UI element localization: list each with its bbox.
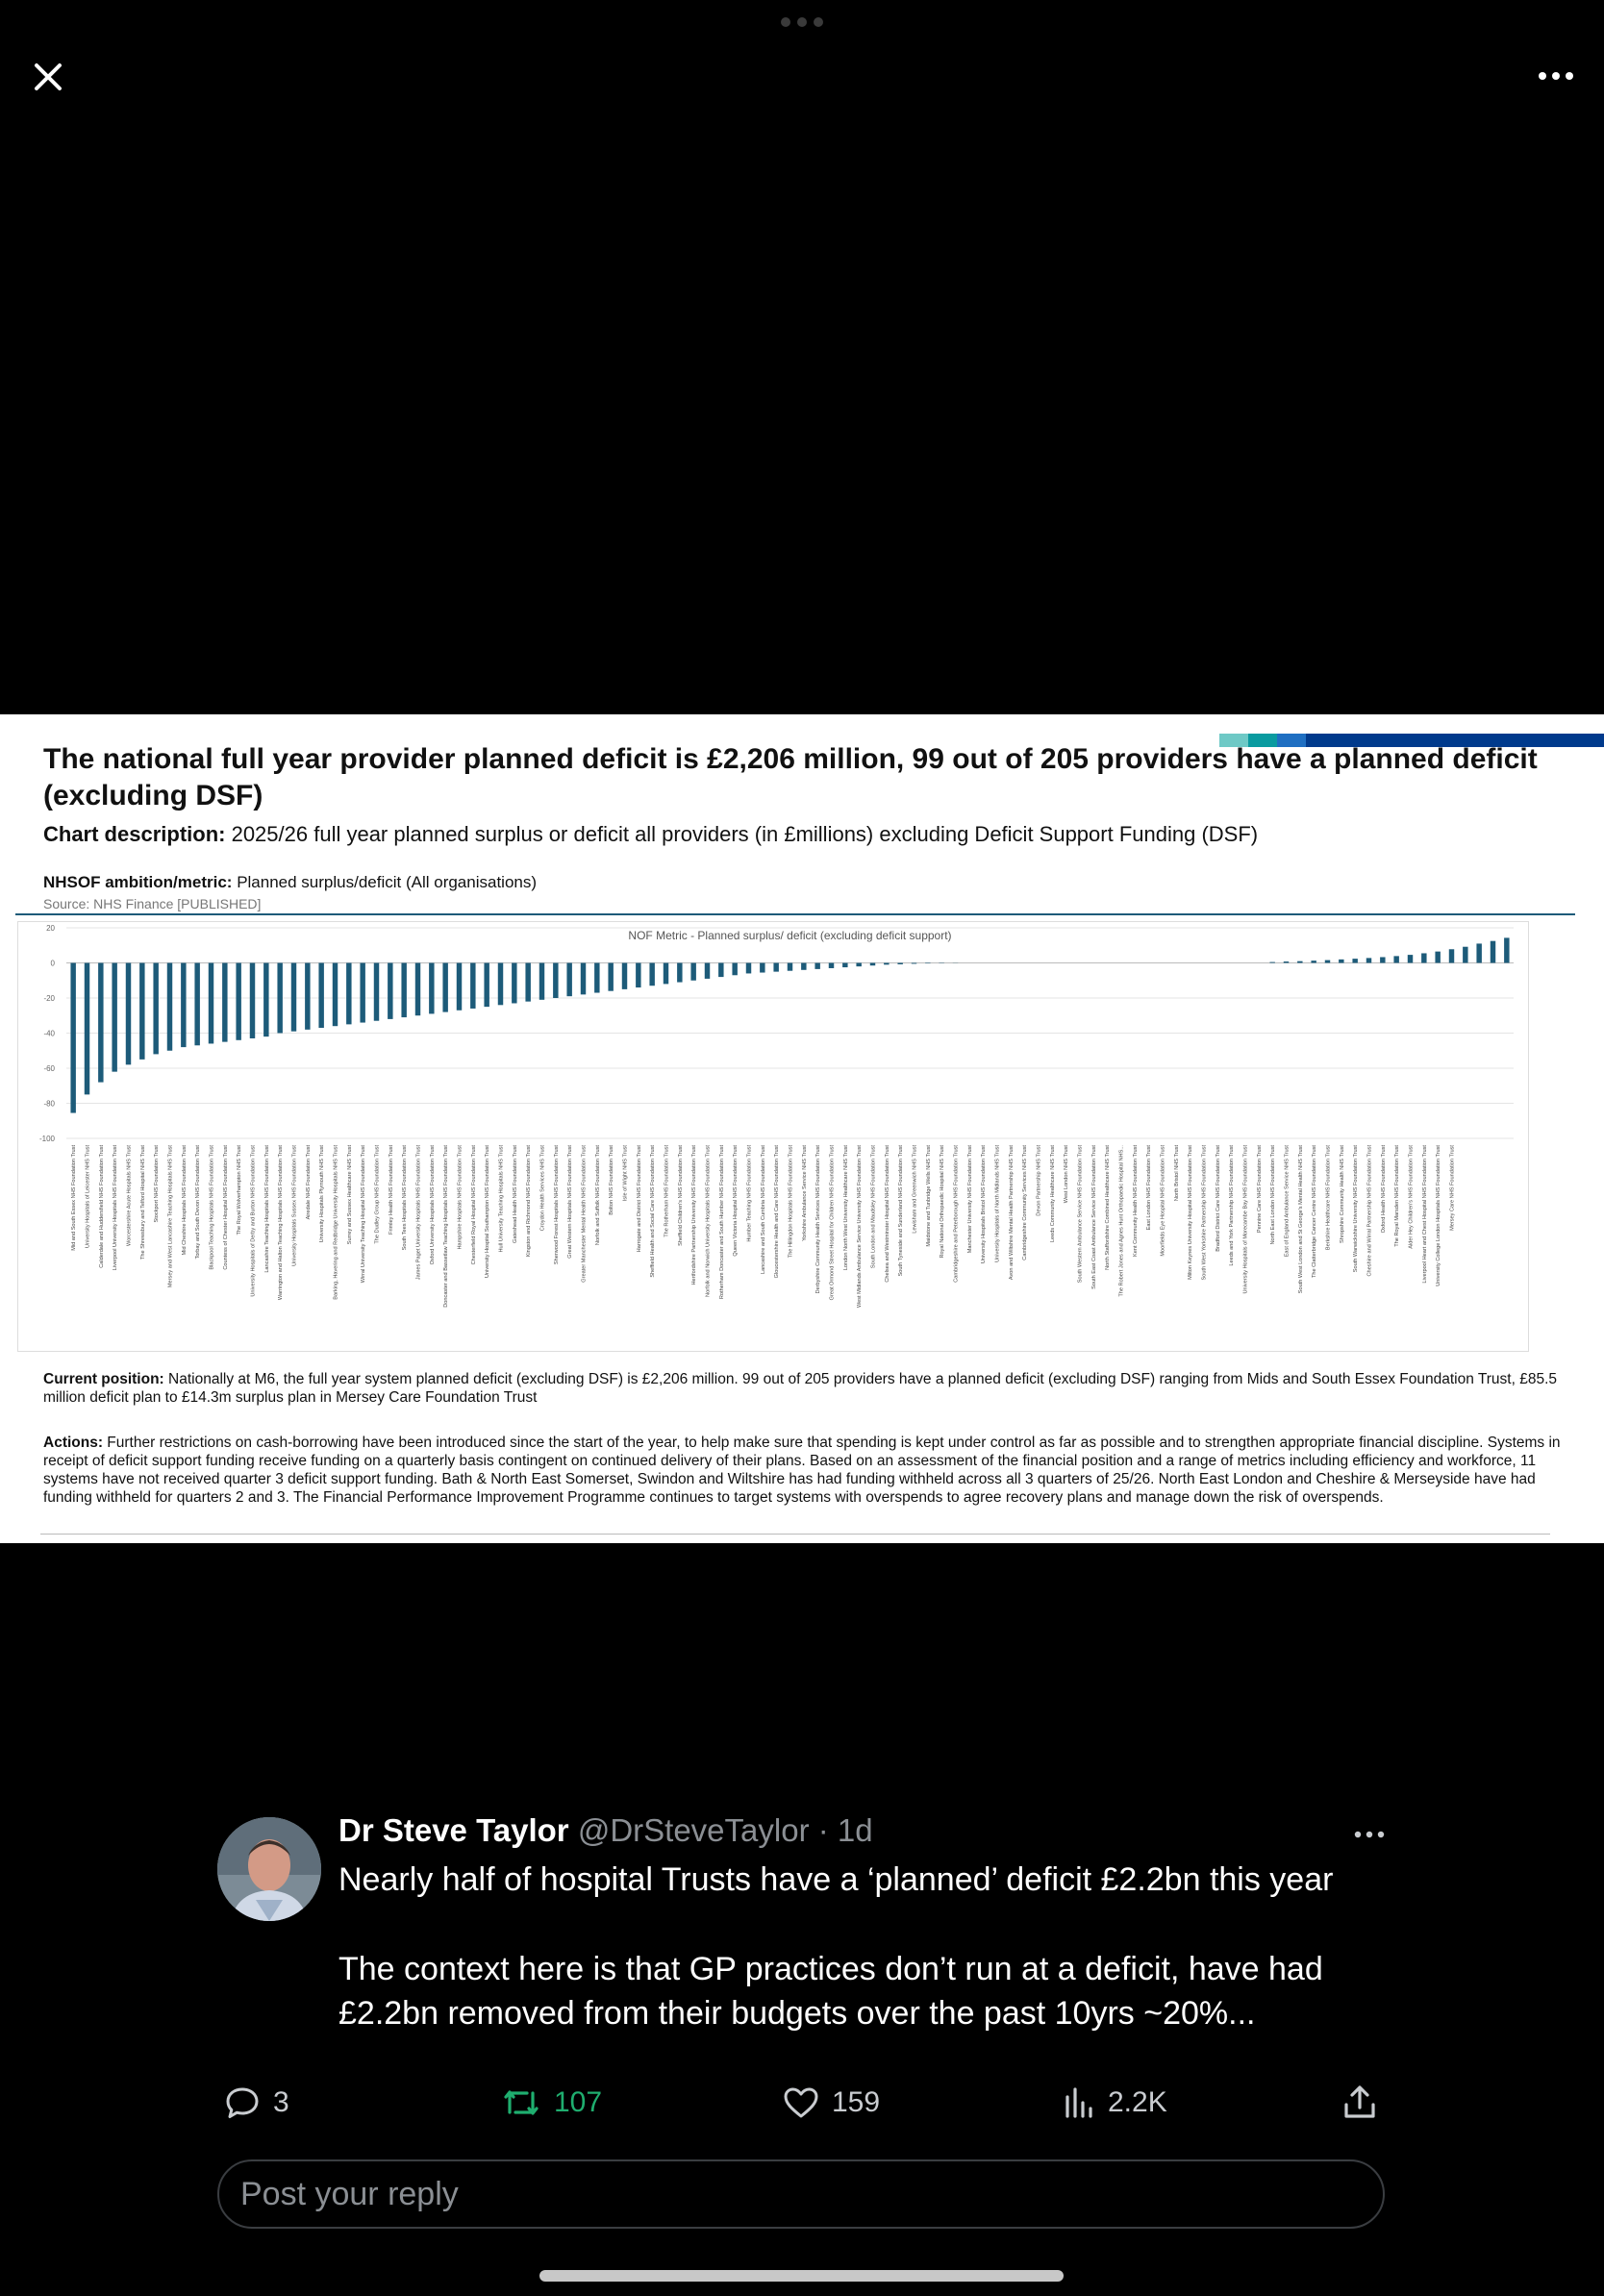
reply-input[interactable] [217,2159,1385,2229]
chart-bar [1297,961,1302,963]
x-tick-label: Leeds Community Healthcare NHS Trust [1049,1145,1056,1243]
chart-bar [705,963,710,979]
actions-paragraph: Actions: Further restrictions on cash-borrowing have been introduced since the start of the year, to help make sure that spending is kept under control as far as possible and to strengthen appropriate financial discipline. Systems in receipt of deficit support funding receive funding on a quarterly basis contingent on continued delivery of their plans. Based on an assessment of the financial position and a range of metrics including efficiency and workforce, 11 systems have not received quarter 3 deficit support funding. Bath & North East Somerset, Swindon and Wiltshire has had funding withheld across all 3 quarters of 25/26. North East London and Cheshire & Merseyside have had funding withheld for quarters 2 and 3. The Financial Performance Improvement Programme continues to target systems with overspends to agree recovery plans and manage down the risk of overspends. [43,1435,1561,1506]
chart-bar [1491,941,1495,963]
tweet-text [338,1858,1396,2035]
divider [40,1534,1550,1535]
chart-bar [291,963,296,1032]
avatar[interactable] [217,1817,321,1921]
y-tick-label: -100 [38,1135,55,1143]
chart-title: NOF Metric - Planned surplus/ deficit (excluding deficit support) [628,929,952,942]
chart-bar [209,963,213,1044]
x-tick-label: Yorkshire Ambulance Service NHS Trust [801,1145,808,1241]
chart-bar [608,963,613,991]
repost-icon [500,2084,542,2122]
x-tick-label: University Hospitals of Derby and Burton NHS Foundation Trust [250,1145,257,1297]
chart-bar [263,963,268,1037]
x-tick-label: Cambridgeshire Community Services NHS Trust [1022,1145,1029,1260]
x-tick-label: Blackpool Teaching Hospitals NHS Foundation Trust [209,1145,215,1270]
reply-count: 3 [273,2086,289,2118]
x-tick-label: Stockport NHS Foundation Trust [154,1145,161,1223]
separator: · [809,1812,838,1848]
chart-bar [553,963,558,999]
chart-bar [622,963,627,989]
x-tick-label: Calderdale and Huddersfield NHS Foundation Trust [98,1145,105,1268]
close-icon [27,56,69,98]
x-tick-label: University Hospitals of Morecambe Bay NHS Foundation Trust [1242,1145,1249,1294]
chart-bar [1421,953,1426,962]
chart-bar [98,963,103,1083]
y-tick-label: 20 [46,924,55,933]
chart-bar [912,963,916,964]
chart-bar [636,963,640,988]
ambition-metric: NHSOF ambition/metric: Planned surplus/deficit (All organisations) [43,873,538,891]
x-tick-label: The Shrewsbury and Telford Hospital NHS Trust [139,1145,146,1260]
post-time: 1d [837,1812,873,1848]
x-tick-label: Great Ormond Street Hospital for Children NHS Foundation Trust [829,1145,836,1301]
x-tick-label: Kingston and Richmond NHS Foundation Trust [526,1145,533,1258]
x-tick-label: University Hospital Southampton NHS Foundation Trust [485,1145,491,1279]
sheet-grabber[interactable] [781,17,823,27]
chart-bar [360,963,364,1023]
tweet-paragraph: Nearly half of hospital Trusts have a ‘planned’ deficit £2.2bn this year [338,1861,1334,1898]
chart-bar [457,963,462,1011]
x-tick-label: The Royal Wolverhampton NHS Trust [237,1145,243,1235]
chart-bar [374,963,379,1021]
chart-description: Chart description: 2025/26 full year planned surplus or deficit all providers (in £millions) excluding Deficit Support Funding (DSF) [43,822,1259,846]
x-tick-label: Alder Hey Children's NHS Foundation Trust [1408,1145,1415,1249]
x-tick-label: South Tees Hospitals NHS Foundation Trust [402,1145,409,1251]
x-tick-label: Derbyshire Community Health Services NHS Foundation Trust [815,1145,822,1294]
x-tick-label: University Hospitals of North Midlands NHS Trust [994,1145,1001,1262]
chart-bar [1435,952,1440,963]
x-tick-label: Worcestershire Acute Hospitals NHS Trust [126,1145,133,1246]
chart-bar [85,963,89,1095]
chart-bar [181,963,186,1048]
x-tick-label: Bolton NHS Foundation Trust [609,1145,615,1215]
x-tick-label: Kent Community Health NHS Foundation Trust [1132,1145,1139,1257]
bar-chart [17,921,1529,1352]
tweet-header [338,1809,873,1852]
chart-bar [1339,960,1343,963]
tweet-actions [0,2079,1604,2127]
chart-bar [925,963,930,964]
chart-bar [1393,956,1398,962]
x-tick-label: Berkshire Healthcare NHS Foundation Trust [1325,1145,1332,1251]
x-tick-label: Liverpool University Hospitals NHS Foundation Trust [113,1145,119,1271]
chart-bar [70,963,75,1113]
x-tick-label: The Dudley Group NHS Foundation Trust [374,1145,381,1244]
x-tick-label: Sheffield Health and Social Care NHS Foundation Trust [650,1145,657,1278]
chart-bar [112,963,116,1072]
x-tick-label: Hampshire Hospitals NHS Foundation Trust [457,1145,464,1250]
chart-bar [1504,937,1509,962]
x-tick-label: Cheshire and Wirral Partnership NHS Foundation Trust [1366,1145,1373,1277]
repost-button[interactable] [500,2079,602,2127]
x-tick-label: Maidstone and Tunbridge Wells NHS Trust [925,1145,932,1247]
x-tick-label: Gateshead Health NHS Foundation Trust [512,1145,518,1243]
x-tick-label: Harrogate and District NHS Foundation Trust [636,1145,642,1253]
bar-chart-svg [18,922,1530,1353]
x-tick-label: University Hospitals Plymouth NHS Trust [319,1145,326,1243]
x-tick-label: East of England Ambulance Service NHS Trust [1284,1145,1291,1258]
more-horizontal-icon [1535,62,1577,90]
bar-chart-icon [1062,2084,1096,2122]
chart-bar [484,963,489,1008]
x-tick-label: Rotherham Doncaster and South Humber NHS Foundation Trust [718,1145,725,1300]
close-button[interactable] [27,56,69,98]
x-tick-label: Leeds and York Partnership NHS Foundation Trust [1229,1145,1236,1266]
x-tick-label: Barking, Havering and Redbridge University Hospitals NHS Trust [333,1145,339,1300]
chart-bar [1269,962,1274,963]
author-name[interactable]: Dr Steve Taylor [338,1812,569,1848]
source-note: Source: NHS Finance [PUBLISHED] [43,896,262,911]
x-tick-label: Torbay and South Devon NHS Foundation Trust [195,1145,202,1260]
x-tick-label: Hertfordshire Partnership University NHS Foundation Trust [691,1145,698,1285]
chart-bar [498,963,503,1006]
chart-bar [250,963,255,1038]
y-tick-label: -20 [43,994,55,1003]
x-tick-label: Norfolk and Norwich University Hospitals NHS Foundation Trust [705,1145,712,1297]
chart-bar [1476,943,1481,962]
x-tick-label: Warrington and Halton Teaching Hospitals NHS Foundation Trust [278,1145,285,1301]
x-tick-label: Frimley Health NHS Foundation Trust [388,1145,394,1235]
current-position: Current position: Nationally at M6, the full year system planned deficit (excluding DSF) is £2,206 million. 99 out of 205 providers have a planned deficit (excluding DSF) ranging from Mids and South Essex Foundation Trust, £85.5 million deficit plan to £14.3m surplus plan in Mersey Care Foundation Trust [43,1371,1558,1406]
chart-bar [1380,957,1385,962]
more-options-button[interactable] [1535,62,1577,90]
x-tick-label: Chesterfield Royal Hospital NHS Foundation Trust [470,1145,477,1265]
x-tick-label: The Royal Marsden NHS Foundation Trust [1394,1145,1401,1247]
chart-bar [664,963,668,985]
x-tick-label: Chelsea and Westminster Hospital NHS Foundation Trust [884,1145,890,1283]
x-tick-label: Wirral University Teaching Hospital NHS Foundation Trust [361,1145,367,1284]
chart-bar [194,963,199,1046]
chart-bar [139,963,144,1060]
home-indicator[interactable] [539,2270,1064,2282]
chart-bar [126,963,131,1065]
tweet-more-button[interactable] [1350,1823,1389,1846]
share-icon [1341,2084,1379,2122]
x-tick-label: Liverpool Heart and Chest Hospital NHS Foundation Trust [1421,1145,1428,1284]
chart-bar [1352,959,1357,962]
chart-bar [842,963,847,968]
x-tick-label: North Staffordshire Combined Healthcare NHS Trust [1105,1145,1112,1270]
x-tick-label: South East Coast Ambulance Service NHS Foundation Trust [1090,1145,1097,1289]
x-tick-label: Mersey Care NHS Foundation Trust [1449,1145,1456,1231]
x-tick-label: Royal National Orthopaedic Hospital NHS Trust [940,1145,946,1259]
chart-bar [333,963,338,1027]
user-avatar-icon [217,1817,321,1921]
x-tick-label: London North West University Healthcare NHS Trust [842,1145,849,1271]
x-tick-label: Doncaster and Bassetlaw Teaching Hospitals NHS Foundation Trust [443,1145,450,1308]
chart-bar [884,963,889,965]
x-tick-label: Mersey and West Lancashire Teaching Hospitals NHS Trust [167,1145,174,1288]
x-tick-label: Mid Cheshire Hospitals NHS Foundation Trust [181,1145,188,1256]
x-tick-label: University College London Hospitals NHS Foundation Trust [1436,1145,1442,1286]
more-horizontal-icon [1350,1823,1389,1846]
chart-bar [442,963,447,1012]
chart-bar [773,963,778,972]
heart-icon [782,2084,820,2122]
view-count: 2.2K [1108,2086,1167,2118]
x-tick-label: The Clatterbridge Cancer Centre NHS Foundation Trust [1312,1145,1318,1279]
x-tick-label: North East London NHS Foundation Trust [1270,1145,1277,1245]
x-tick-label: Pennine Care NHS Foundation Trust [1256,1145,1263,1234]
x-tick-label: University Hospitals of Leicester NHS Trust [85,1145,91,1248]
x-tick-label: Milton Keynes University Hospital NHS Foundation Trust [1188,1145,1194,1280]
y-tick-label: 0 [50,959,55,968]
x-tick-label: University Hospitals Sussex NHS Foundation Trust [291,1145,298,1266]
chart-bar [649,963,654,986]
x-tick-label: Hull University Teaching Hospitals NHS Trust [498,1145,505,1253]
x-tick-label: South Western Ambulance Service NHS Foundation Trust [1077,1145,1084,1284]
chart-bar [581,963,586,995]
chart-bar [429,963,434,1014]
chart-bar [677,963,682,983]
chart-bar [470,963,475,1009]
chart-bar [760,963,764,973]
chart-bar [746,963,751,974]
x-tick-label: Moorfields Eye Hospital NHS Foundation Trust [1160,1145,1166,1257]
x-tick-label: South West Yorkshire Partnership NHS Foundation Trust [1201,1145,1208,1281]
x-tick-label: Lancashire Teaching Hospitals NHS Foundation Trust [263,1145,270,1273]
chart-bar [1449,949,1454,962]
chart-bar [897,963,902,964]
chart-bar [718,963,723,978]
x-tick-label: East London NHS Foundation Trust [1146,1145,1153,1231]
chart-bar [346,963,351,1025]
chart-bar [222,963,227,1042]
slide-title: The national full year provider planned deficit is £2,206 million, 99 out of 205 providers have a planned deficit (excluding DSF) [43,743,1538,811]
x-tick-label: Devon Partnership NHS Trust [1036,1145,1042,1216]
x-tick-label: Great Western Hospitals NHS Foundation Trust [567,1145,574,1259]
chart-bar [594,963,599,993]
x-tick-label: Mid and South Essex NHS Foundation Trust [71,1145,78,1251]
x-tick-label: Shropshire Community Health NHS Trust [1339,1145,1345,1243]
chart-bar [870,963,875,966]
x-tick-label: Oxford University Hospitals NHS Foundation Trust [429,1145,436,1265]
x-tick-label: Lewisham and Greenwich NHS Trust [912,1145,918,1234]
chart-bar [1311,961,1316,962]
share-button[interactable] [1341,2079,1379,2127]
reply-button[interactable] [223,2079,289,2127]
tweet-paragraph: The context here is that GP practices don’t run at a deficit, have had £2.2bn removed from their budgets over the past 10yrs ~20%... [338,1951,1323,2032]
attached-image[interactable] [0,714,1604,1543]
chart-bar [1325,961,1330,963]
chart-bar [1284,961,1289,962]
x-tick-label: South Warwickshire University NHS Foundation Trust [1353,1145,1360,1273]
x-tick-label: Norfolk and Suffolk NHS Foundation Trust [594,1145,601,1246]
chart-bar [788,963,792,971]
x-tick-label: University Hospitals Bristol NHS Foundation Trust [981,1145,988,1264]
x-tick-label: Bradford District Care NHS Foundation Trust [1215,1145,1221,1252]
x-tick-label: Queen Victoria Hospital NHS Foundation Trust [733,1145,739,1257]
x-tick-label: Sherwood Forest Hospitals NHS Foundation Trust [553,1145,560,1265]
chart-bar [415,963,420,1016]
y-tick-label: -40 [43,1029,55,1038]
chart-bar [566,963,571,997]
x-tick-label: Airedale NHS Foundation Trust [305,1145,312,1220]
x-tick-label: The Robert Jones and Agnes Hunt Orthopaedic Hospital NHS... [1118,1145,1125,1297]
x-tick-label: The Rotherham NHS Foundation Trust [664,1145,670,1237]
author-handle[interactable]: @DrSteveTaylor [577,1812,810,1848]
chart-bar [236,963,240,1040]
like-count: 159 [832,2086,881,2118]
x-tick-label: James Paget University Hospitals NHS Foundation Trust [415,1145,422,1281]
chart-bar [277,963,282,1034]
x-tick-label: Countess of Chester Hospital NHS Foundation Trust [222,1145,229,1270]
x-tick-label: Greater Manchester Mental Health NHS Foundation Trust [581,1145,588,1283]
y-tick-label: -80 [43,1099,55,1109]
x-tick-label: South Tyneside and Sunderland NHS Foundation Trust [898,1145,905,1277]
x-tick-label: Sheffield Children's NHS Foundation Trust [677,1145,684,1246]
x-tick-label: Lancashire and South Cumbria NHS Foundation Trust [760,1145,766,1275]
x-tick-label: North Bristol NHS Trust [1173,1145,1180,1202]
x-tick-label: Cambridgeshire and Peterborough NHS Foundation Trust [953,1145,960,1283]
divider [15,913,1575,915]
repost-count: 107 [554,2086,603,2118]
x-tick-label: Croydon Health Services NHS Trust [539,1145,546,1232]
x-tick-label: West London NHS Trust [1064,1145,1070,1204]
x-tick-label: South London and Maudsley NHS Foundation Trust [870,1145,877,1269]
chart-bar [539,963,544,1000]
chart-bar [401,963,406,1018]
chart-bar [388,963,392,1019]
chart-bar [815,963,819,969]
chart-bar [167,963,172,1051]
y-tick-label: -60 [43,1064,55,1073]
chart-bar [856,963,861,967]
views-button[interactable] [1062,2079,1167,2127]
x-tick-label: Oxford Health NHS Foundation Trust [1380,1145,1387,1234]
chart-bar [512,963,516,1004]
chart-bar [1463,947,1467,963]
chart-bar [1366,958,1371,962]
chart-bar [732,963,737,976]
chart-bar [690,963,695,981]
x-tick-label: The Hillingdon Hospitals NHS Foundation Trust [788,1145,794,1259]
chart-bar [318,963,323,1029]
chart-bar [1408,955,1413,962]
x-tick-label: West Midlands Ambulance Service University NHS Foundation Trust [857,1145,864,1309]
x-tick-label: Surrey and Sussex Healthcare NHS Trust [346,1145,353,1245]
like-button[interactable] [782,2079,880,2127]
chart-bar [801,963,806,970]
x-tick-label: South West London and St George's Mental Health NHS Trust [1297,1145,1304,1294]
chart-bar [525,963,530,1002]
x-tick-label: Humber Teaching NHS Foundation Trust [746,1145,753,1242]
reply-icon [223,2084,262,2122]
x-tick-label: Manchester University NHS Foundation Trust [966,1145,973,1254]
chart-bar [829,963,834,968]
x-tick-label: Isle of Wight NHS Trust [622,1145,629,1202]
x-tick-label: Avon and Wiltshire Mental Health Partnership NHS Trust [1008,1145,1015,1281]
chart-bar [153,963,158,1055]
x-tick-label: Gloucestershire Health and Care NHS Foundation Trust [774,1145,781,1279]
chart-bar [305,963,310,1030]
